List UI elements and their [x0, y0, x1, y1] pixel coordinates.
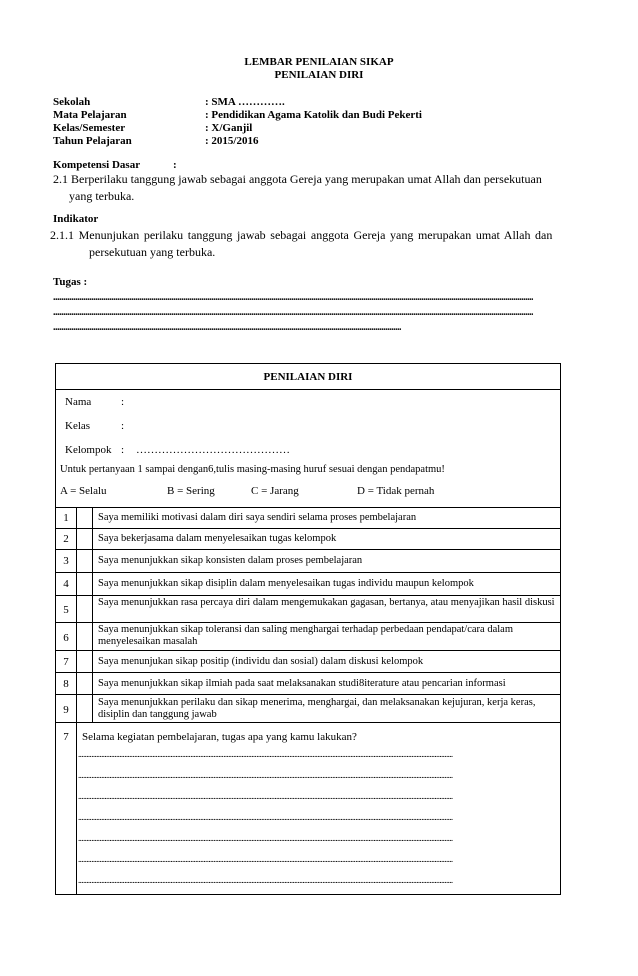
kompetensi-text-line2: yang terbuka. — [69, 189, 135, 203]
document-subtitle: PENILAIAN DIRI — [274, 69, 364, 81]
row-statement: Saya bekerjasama dalam menyelesaikan tugas kelompok — [98, 533, 337, 544]
row-number: 1 — [63, 512, 69, 524]
indikator-label: Indikator — [53, 213, 99, 225]
table-row — [56, 528, 560, 549]
class-colon: : — [121, 420, 125, 432]
row-number: 7 — [63, 731, 69, 743]
meta-key-class: Kelas/Semester — [53, 122, 126, 134]
row-statement: Saya menunjukkan rasa percaya diri dalam mengemukakan gagasan, bertanya, atau menyajikan hasil diskusi — [98, 597, 555, 608]
answer-line[interactable]: ................................................................................................................................................................................................................................... — [78, 834, 453, 843]
option-b: B = Sering — [167, 485, 215, 497]
answer-line[interactable]: ................................................................................................................................................................................................................................... — [78, 876, 453, 885]
open-question-text: Selama kegiatan pembelajaran, tugas apa yang kamu lakukan? — [82, 731, 357, 743]
row-number: 5 — [63, 604, 69, 616]
meta-key-year: Tahun Pelajaran — [53, 135, 132, 147]
answer-line[interactable]: ................................................................................................................................................................................................................................... — [78, 792, 453, 801]
indikator-text-line2: persekutuan yang terbuka. — [89, 245, 216, 259]
row-number: 8 — [63, 678, 69, 690]
option-a: A = Selalu — [60, 485, 107, 497]
table-row — [56, 622, 560, 650]
row-statement: Saya menunjukkan perilaku dan sikap menerima, menghargai, dan melaksanakan kejujuran, kerja keras, disiplin dan tanggung jawab — [98, 697, 536, 720]
table-row — [56, 595, 560, 622]
kompetensi-label: Kompetensi Dasar — [53, 159, 141, 171]
group-label: Kelompok — [65, 444, 112, 456]
row-number: 9 — [63, 704, 69, 716]
kompetensi-text-line1: 2.1 Berperilaku tanggung jawab sebagai anggota Gereja yang merupakan umat Allah dan persekutuan — [53, 172, 542, 186]
row-statement: Saya menunjukan sikap positip (individu dan sosial) dalam diskusi kelompok — [98, 656, 424, 667]
row-number: 2 — [63, 533, 69, 545]
row-statement: Saya menunjukkan sikap toleransi dan saling menghargai terhadap perbedaan pendapat/cara dalam menyelesaikan masalah — [98, 624, 513, 647]
self-assessment-form — [55, 363, 561, 895]
row-statement: Saya menunjukkan sikap konsisten dalam proses pembelajaran — [98, 555, 363, 566]
indikator-text-line1: 2.1.1 Menunjukan perilaku tanggung jawab sebagai anggota Gereja yang merupakan umat Allah dan — [50, 228, 553, 242]
tugas-dotted-line: ................................................................................................................................................................................................................................................ — [53, 293, 533, 303]
group-colon: : — [121, 444, 125, 456]
table-row — [56, 672, 560, 694]
table-row — [56, 507, 560, 528]
row-number: 7 — [63, 656, 69, 668]
answer-line[interactable]: ................................................................................................................................................................................................................................... — [78, 813, 453, 822]
option-c: C = Jarang — [251, 485, 299, 497]
row-number: 3 — [63, 555, 69, 567]
table-row — [56, 572, 560, 595]
row-number: 6 — [63, 632, 69, 644]
row-statement: Saya memiliki motivasi dalam diri saya sendiri selama proses pembelajaran — [98, 512, 417, 523]
tugas-dotted-line: .............................................................................................................................................................................. — [53, 323, 401, 333]
kompetensi-colon: : — [173, 159, 177, 171]
answer-line[interactable]: ................................................................................................................................................................................................................................... — [78, 750, 453, 759]
class-label: Kelas — [65, 420, 91, 432]
form-header: PENILAIAN DIRI — [56, 364, 560, 390]
meta-key-subject: Mata Pelajaran — [53, 109, 127, 121]
row-number: 4 — [63, 578, 69, 590]
instruction-text: Untuk pertanyaan 1 sampai dengan6,tulis masing-masing huruf sesuai dengan pendapatmu! — [60, 464, 445, 475]
group-dotted-field: …………………………………… — [136, 444, 290, 456]
meta-key-school: Sekolah — [53, 96, 91, 108]
tugas-dotted-line: ................................................................................................................................................................................................................................................ — [53, 308, 533, 318]
name-label: Nama — [65, 396, 92, 408]
meta-value-subject: : Pendidikan Agama Katolik dan Budi Pekerti — [205, 109, 422, 121]
answer-line[interactable]: ................................................................................................................................................................................................................................... — [78, 855, 453, 864]
table-row — [56, 549, 560, 572]
table-row — [56, 650, 560, 672]
answer-line[interactable]: ................................................................................................................................................................................................................................... — [78, 771, 453, 780]
row-statement: Saya menunjukkan sikap ilmiah pada saat melaksanakan studi8iterature atau pencarian informasi — [98, 678, 506, 689]
document-title: LEMBAR PENILAIAN SIKAP — [244, 56, 394, 68]
option-d: D = Tidak pernah — [357, 485, 435, 497]
meta-value-school: : SMA …………. — [205, 96, 285, 108]
meta-value-year: : 2015/2016 — [205, 135, 259, 147]
open-question-row — [56, 722, 560, 894]
table-row — [56, 694, 560, 722]
name-colon: : — [121, 396, 125, 408]
meta-value-class: : X/Ganjil — [205, 122, 253, 134]
row-statement: Saya menunjukkan sikap disiplin dalam menyelesaikan tugas individu maupun kelompok — [98, 578, 474, 589]
tugas-label: Tugas : — [53, 276, 88, 288]
